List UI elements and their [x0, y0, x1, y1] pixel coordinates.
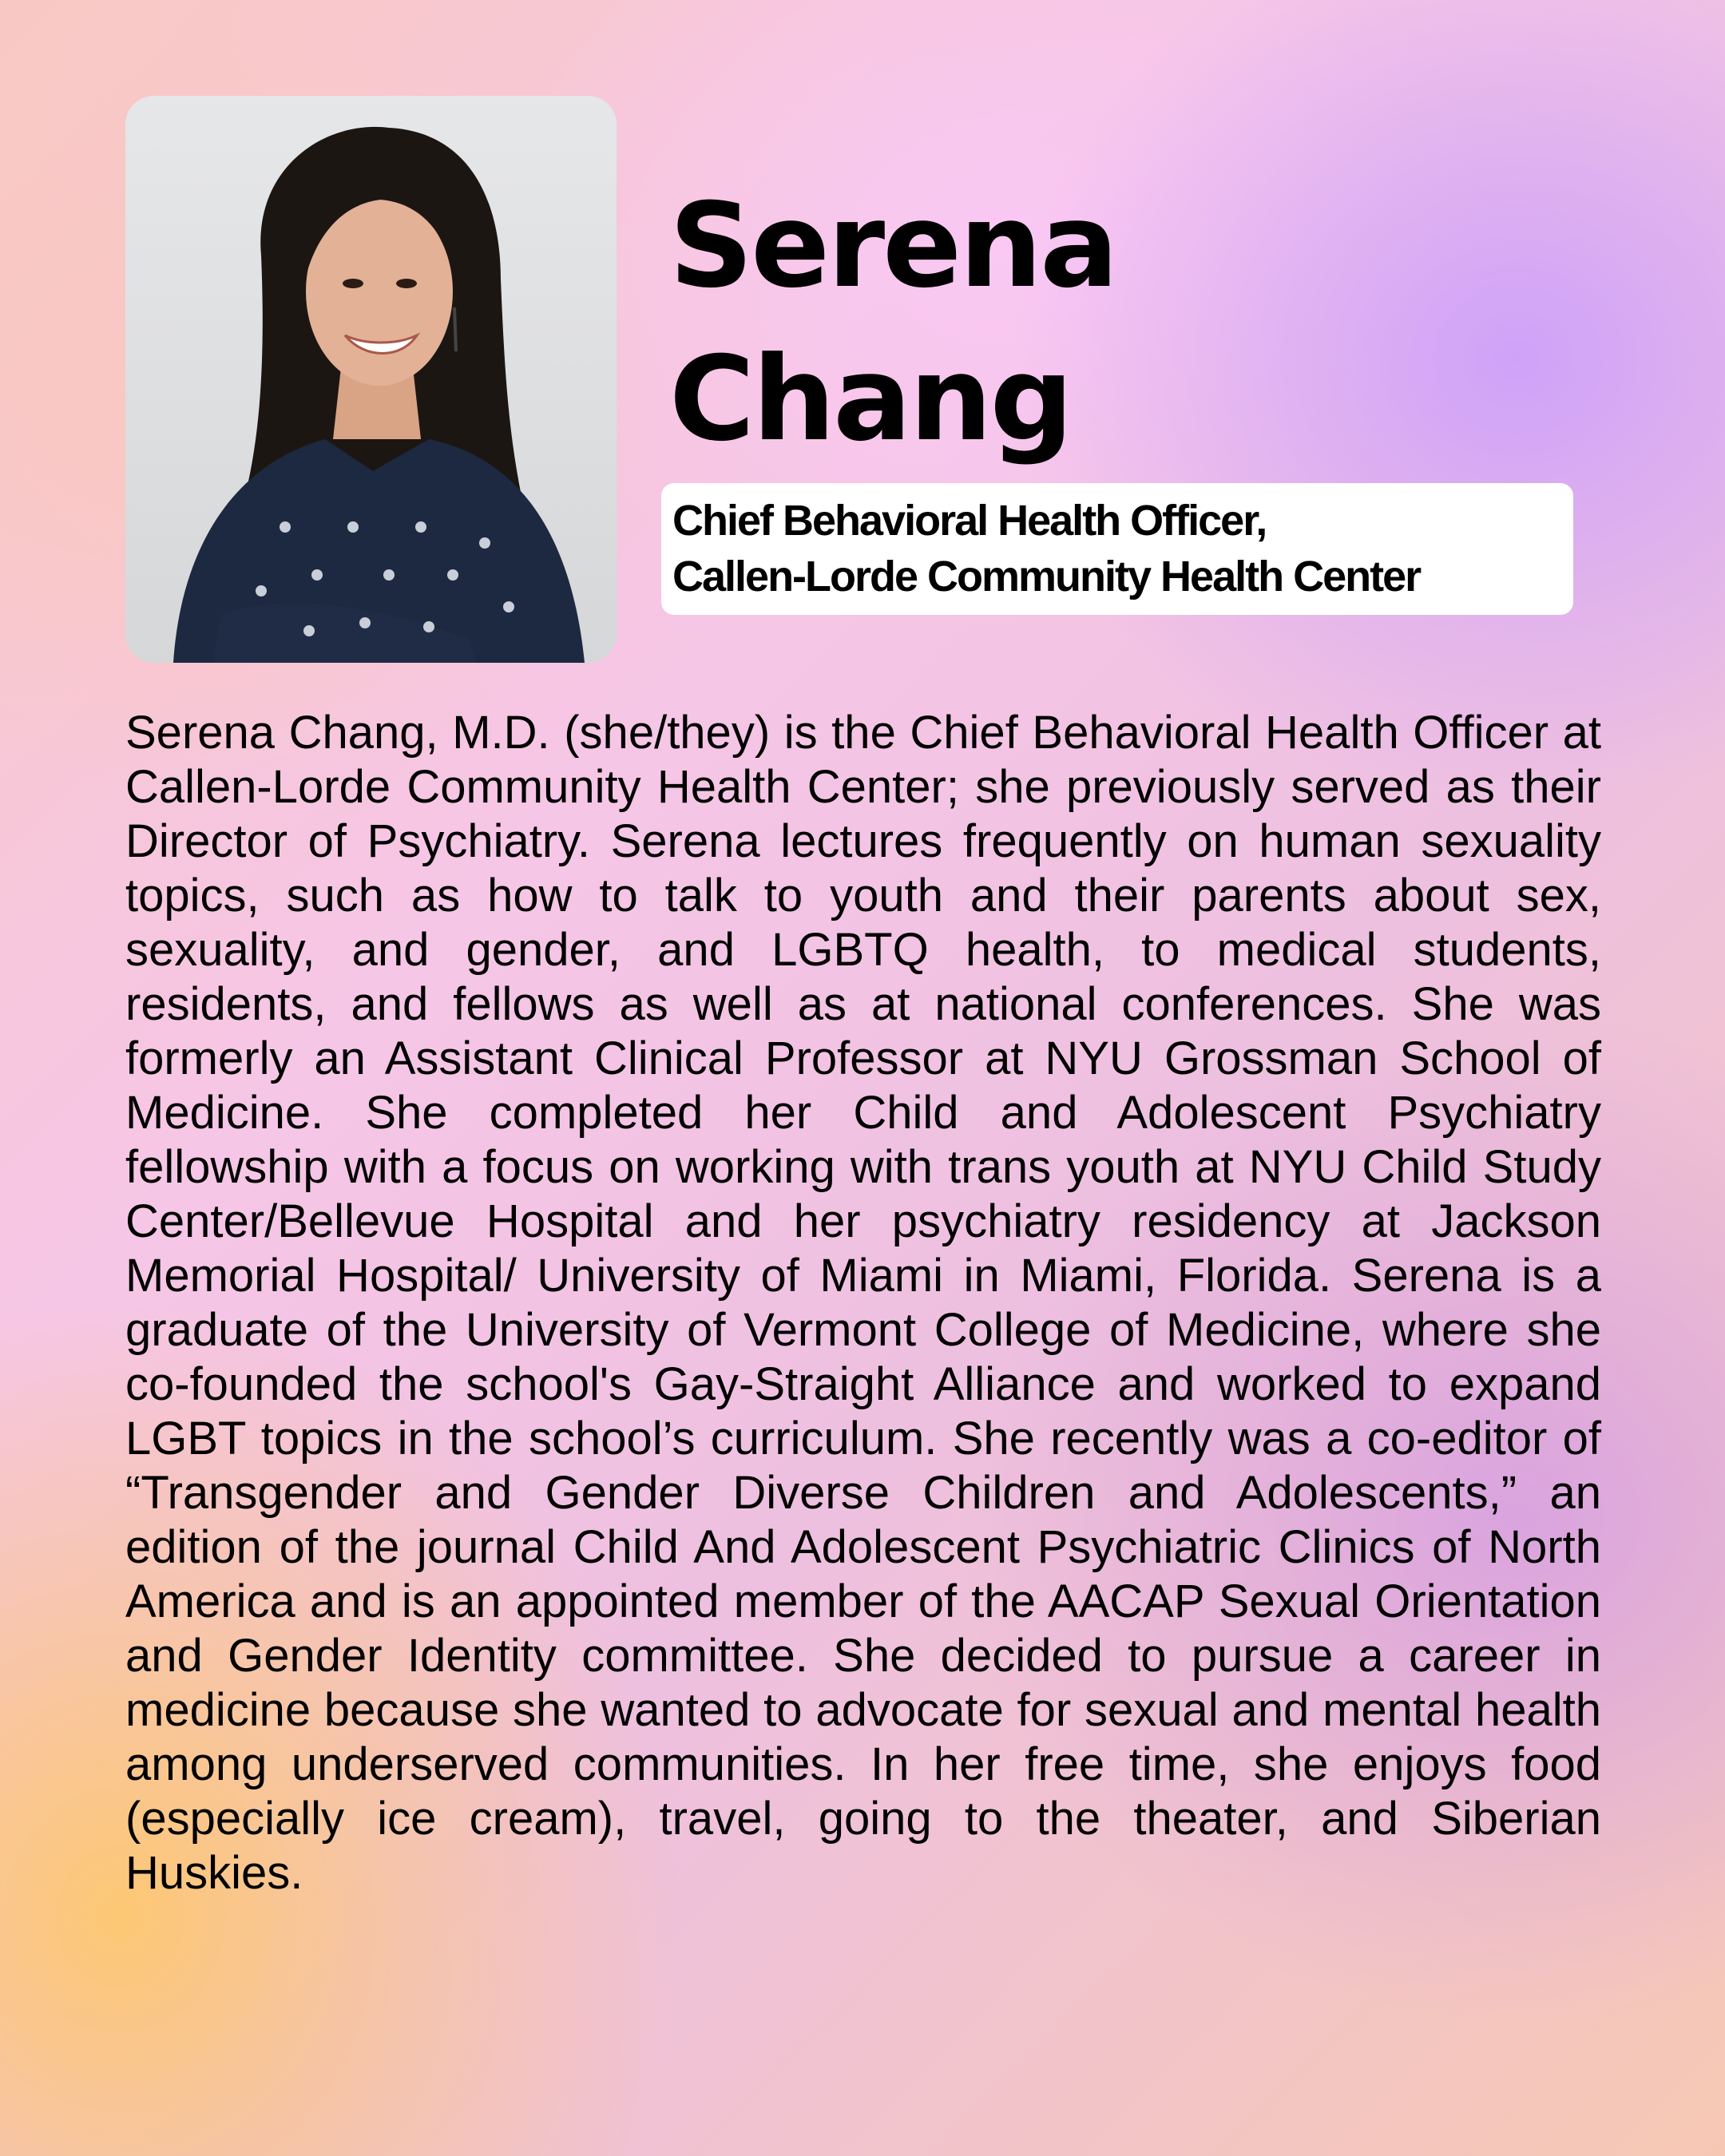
job-title-line-1: Chief Behavioral Health Officer, — [672, 497, 1267, 545]
job-title-line-2: Callen-Lorde Community Health Center — [672, 553, 1421, 600]
job-title-badge — [661, 483, 1573, 615]
person-name — [669, 169, 1116, 476]
profile-photo — [125, 96, 617, 663]
person-name-last: Chang — [669, 331, 1072, 467]
biography-text: Serena Chang, M.D. (she/they) is the Chief Behavioral Health Officer at Callen-Lorde Community Health Center; she previously served as their Director of Psychiatry. Serena lectures frequently on human sexuality topics, such as how to talk to youth and their parents about sex, sexuality, and gender, and LGBTQ health, to medical students, residents, and fellows as well as at national conferences. She was formerly an Assistant Clinical Professor at NYU Grossman School of Medicine. She completed her Child and Adolescent Psychiatry fellowship with a focus on working with trans youth at NYU Child Study Center/Bellevue Hospital and her psychiatry residency at Jackson Memorial Hospital/ University of Miami in Miami, Florida. Serena is a graduate of the University of Vermont College of Medicine, where she co-founded the school's Gay-Straight Alliance and worked to expand LGBT topics in the school’s curriculum. She recently was a co-editor of “Transgender and Gender Diverse Children and Adolescents,” an edition of the journal Child And Adolescent Psychiatric Clinics of North America and is an appointed member of the AACAP Sexual Orientation and Gender Identity committee. She decided to pursue a career in medicine because she wanted to advocate for sexual and mental health among underserved communities. In her free time, she enjoys food (especially ice cream), travel, going to the theater, and Siberian Huskies. — [125, 707, 1601, 1899]
person-name-first: Serena — [669, 178, 1116, 314]
